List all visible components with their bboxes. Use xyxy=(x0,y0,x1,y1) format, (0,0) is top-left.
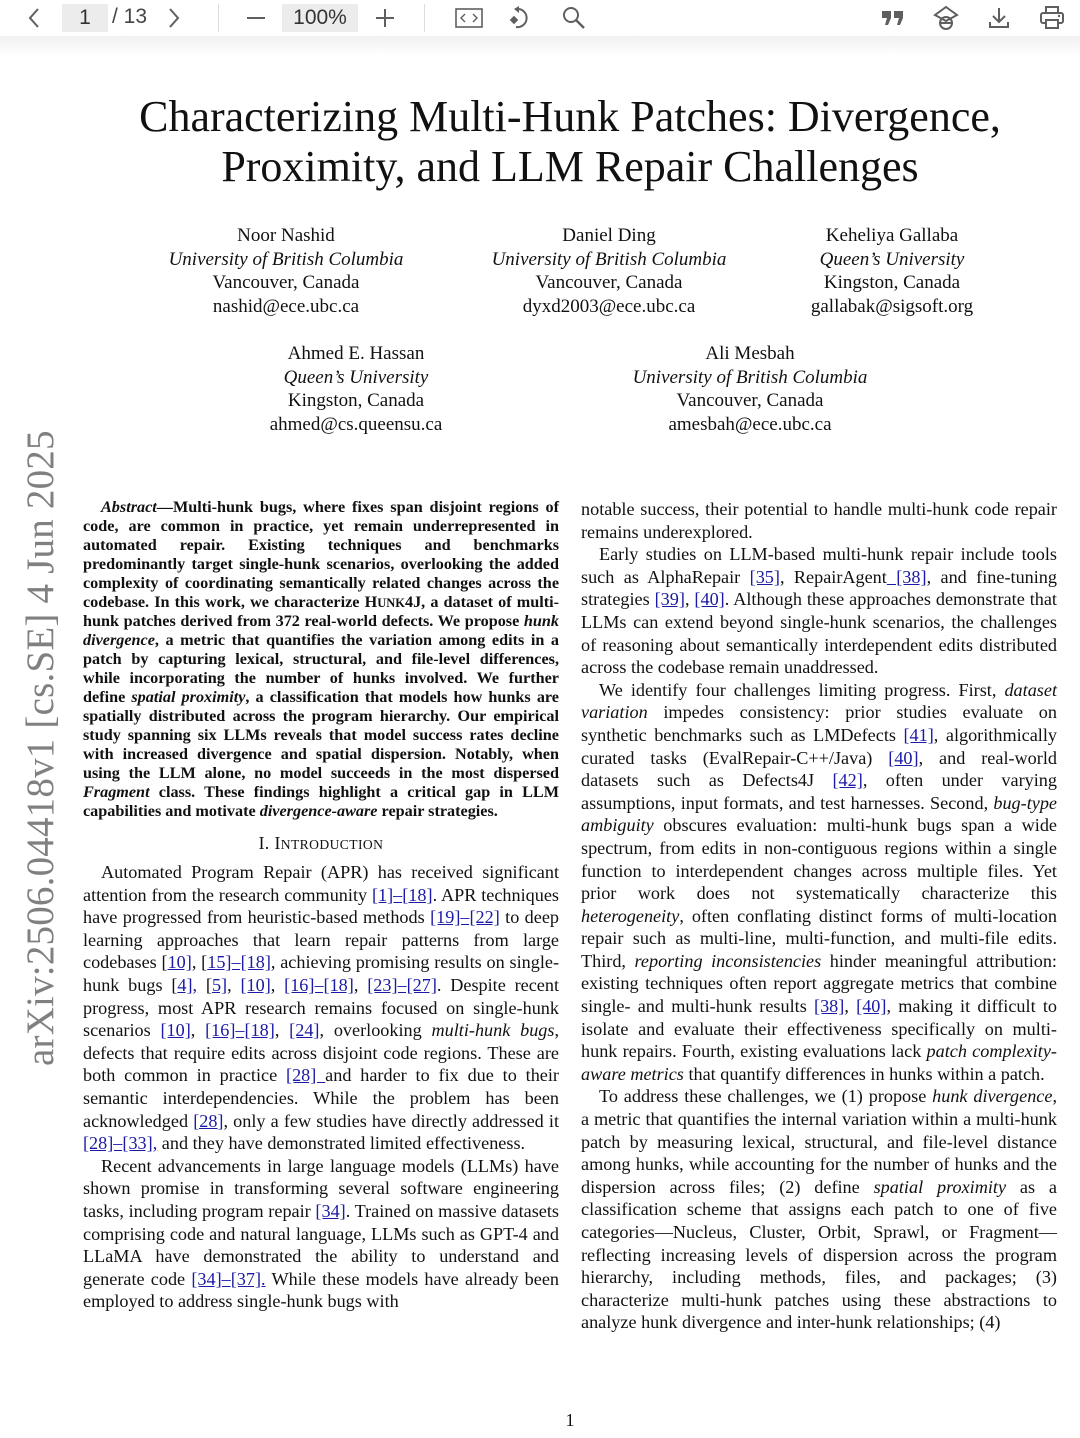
text: hinder meaningful attribution: existing techniques often report aggregate metrics that combine single- and multi-hunk results xyxy=(581,950,1057,1017)
emphasis: multi-hunk bugs xyxy=(431,1020,555,1041)
text: , making it difficult to isolate and evaluate their effectiveness specifically on multi-hunk repairs. Fourth, existing evaluations lack xyxy=(581,996,1058,1062)
zoom-in-icon xyxy=(374,7,396,29)
author-block xyxy=(236,342,476,436)
zoom-out-icon xyxy=(245,7,267,29)
text: to deep learning approaches that learn repair patterns from large codebases [ xyxy=(83,907,560,973)
toolbar-shadow xyxy=(0,36,1080,56)
toolbar-divider xyxy=(218,4,219,32)
abstract-emphasis: spatial proximity xyxy=(131,688,246,707)
author-email: gallabak@sigsoft.org xyxy=(810,295,974,317)
citation-link[interactable]: [34]–[37]. xyxy=(191,1268,266,1289)
text: , often under varying assumptions, input formats, and test harnesses. Second, xyxy=(581,770,1057,813)
author-block xyxy=(469,224,749,318)
toolbar-divider xyxy=(424,4,425,32)
dataset-name-smallcaps: UNK xyxy=(377,595,405,610)
cite-button[interactable] xyxy=(880,7,906,29)
text: , and real-world datasets such as Defects4J xyxy=(581,747,1057,791)
emphasis: spatial proximity xyxy=(873,1176,1007,1197)
download-icon xyxy=(987,6,1011,30)
citation-link[interactable]: [39] xyxy=(654,589,685,610)
text: We identify four challenges limiting progress. First, xyxy=(599,679,1005,700)
citation-link[interactable]: [38] xyxy=(886,566,927,587)
text: , RepairAgent xyxy=(779,566,887,587)
author-location: Vancouver, Canada xyxy=(676,390,824,411)
emphasis: dataset variation xyxy=(581,679,1057,723)
previous-page-button[interactable] xyxy=(22,6,46,30)
citation-link[interactable]: 4], xyxy=(177,974,198,995)
citation-link[interactable]: [23]–[27] xyxy=(367,974,437,995)
zoom-level-input[interactable]: 100% xyxy=(282,4,358,32)
citation-link[interactable]: [1]–[18] xyxy=(371,884,433,905)
paragraph xyxy=(581,543,1057,679)
emphasis: reporting inconsistencies xyxy=(634,950,822,971)
text: , only a few studies have directly addressed it xyxy=(223,1110,560,1131)
citation-link[interactable]: [10] xyxy=(160,1020,191,1041)
author-email: dyxd2003@ece.ubc.ca xyxy=(522,295,696,317)
emphasis: hunk divergence xyxy=(932,1086,1053,1107)
abstract-emphasis: Fragment xyxy=(83,782,150,801)
citation-link[interactable]: [28] xyxy=(193,1110,224,1131)
abstract-text: , a dataset of multi-hunk patches derived from 372 real-world defects. We propose xyxy=(83,592,559,631)
emphasis: heterogeneity xyxy=(581,905,680,926)
text: , achieving promising results on single-hunk bugs [ xyxy=(83,952,559,995)
text: [ xyxy=(197,974,212,995)
citation-link[interactable]: [41] xyxy=(903,724,934,745)
abstract-label: Abstract xyxy=(101,498,157,516)
author-location: Kingston, Canada xyxy=(823,272,961,293)
citation-link[interactable]: [34] xyxy=(315,1200,346,1221)
text: . Although these approaches demonstrate that LLMs can extend beyond single-hunk scenarios, the challenges of reasoning about semantically interdependent edits distributed across the codebase remain unaddressed. xyxy=(581,589,1057,678)
author-email: amesbah@ece.ubc.ca xyxy=(668,413,832,435)
text: obscures evaluation: multi-hunk bugs span a wide spectrum, from edits in non-contiguous regions within a single function to interdependent changes across multiple files. Yet prior work does not systematically characterize this xyxy=(581,815,1057,904)
author-location: Vancouver, Canada xyxy=(212,272,360,293)
text: , overlooking xyxy=(319,1020,432,1041)
scholar-button[interactable] xyxy=(932,4,960,32)
paper-title xyxy=(60,92,1080,192)
abstract-text: , a metric that quantifies the variation among edits in a patch by capturing lexical, structural, and file-level differences, while incorporating the number of hunks involved. We further define xyxy=(83,631,559,707)
text: , often conflating distinct forms of multi-location repair such as multi-line, multi-function, and multi-file edits. Third, xyxy=(581,905,1057,971)
paragraph xyxy=(581,679,1057,1086)
author-name: Ali Mesbah xyxy=(705,343,795,364)
page-number: 1 xyxy=(565,1410,575,1430)
author-name: Noor Nashid xyxy=(237,225,335,246)
text: , xyxy=(353,974,368,995)
rotate-button[interactable] xyxy=(507,4,535,32)
citation-link[interactable]: [24] xyxy=(289,1020,320,1041)
citation-link[interactable]: [40] xyxy=(856,996,887,1017)
text: , defects that require edits across disjoint code regions. These are both common in practice xyxy=(83,1020,560,1086)
paragraph: notable success, their potential to handle multi-hunk code repair remains underexplored. xyxy=(581,499,1057,542)
citation-link[interactable]: [42] xyxy=(832,770,863,791)
citation-link[interactable]: [16]–[18] xyxy=(284,974,354,995)
page-number-input[interactable]: 1 xyxy=(62,4,108,32)
dataset-name xyxy=(365,593,422,611)
author-location: Kingston, Canada xyxy=(287,390,425,411)
author-location: Vancouver, Canada xyxy=(535,272,683,293)
text: While these models have already been employed to address single-hunk bugs with xyxy=(83,1268,559,1312)
citation-link[interactable]: [28]–[33], xyxy=(83,1133,158,1154)
citation-link[interactable]: 5] xyxy=(211,974,228,995)
text: . APR techniques have progressed from heuristic-based methods xyxy=(83,884,559,928)
citation-link[interactable]: [40] xyxy=(694,589,725,610)
citation-link[interactable]: [19]–[22] xyxy=(430,907,500,928)
author-name: Keheliya Gallaba xyxy=(825,225,959,246)
left-column xyxy=(83,498,559,1313)
abstract-text: —Multi-hunk bugs, where fixes span disjoint regions of code, are common in practice, yet remain underrepresented in automated repair. Existing techniques and benchmarks predominantly target single-hunk scenarios, overlooking the added complexity of coordinating semantically related changes across the codebase. In this work, we characterize xyxy=(83,498,559,611)
author-email: nashid@ece.ubc.ca xyxy=(212,295,360,317)
title-line: Proximity, and LLM Repair Challenges xyxy=(221,142,919,191)
arxiv-identifier: arXiv:2506.04418v1 [cs.SE] 4 Jun 2025 xyxy=(19,430,62,1066)
text: . Despite recent progress, most APR research remains focused on single-hunk scenarios xyxy=(83,974,560,1041)
fit-page-icon xyxy=(455,8,483,28)
author-name: Ahmed E. Hassan xyxy=(287,343,425,364)
text: , algorithmically curated tasks (EvalRepair-C++/Java) xyxy=(581,724,1057,768)
citation-link[interactable]: 10] xyxy=(167,952,192,973)
zoom-out-button[interactable] xyxy=(244,6,268,30)
author-name: Daniel Ding xyxy=(562,225,656,246)
cite-icon xyxy=(881,9,905,27)
abstract-emphasis: divergence-aware xyxy=(259,801,378,820)
section-heading-introduction xyxy=(83,832,559,857)
chevron-left-icon xyxy=(27,7,41,29)
emphasis: patch complexity-aware metrics xyxy=(581,1041,1057,1084)
citation-link[interactable]: [35] xyxy=(749,566,780,587)
download-button[interactable] xyxy=(986,5,1012,31)
next-page-button[interactable] xyxy=(162,6,186,30)
paragraph xyxy=(83,861,559,1155)
abstract-text: repair strategies. xyxy=(377,801,498,820)
text: , a metric that quantifies the internal variation within a multi-hunk patch by measuring lexical, structural, and file-level distance among hunks, while accounting for the number of hunks and the dispersion across files; (2) define xyxy=(581,1086,1057,1197)
text: . Trained on massive datasets comprising code and natural language, LLMs such as GPT-4 and LLaMA have demonstrated the ability to understand and generate code xyxy=(83,1200,559,1289)
text: Recent advancements in large language models (LLMs) have shown promise in transforming several software engineering tasks, including program repair xyxy=(83,1155,559,1221)
text: and harder to fix due to their semantic interdependencies. While the problem has been acknowledged xyxy=(83,1065,559,1131)
pdf-viewer-toolbar xyxy=(0,0,1080,36)
citation-link[interactable]: [16]–[18] xyxy=(205,1020,275,1041)
text: as a classification scheme that assigns each patch to one of five categories—Nucleus, Cluster, Orbit, Sprawl, or Fragment—reflecting increasing levels of dispersion across the program hierarchy, including methods, files, and packages; (3) characterize multi-hunk patches using these abstractions to analyze hunk divergence and inter-hunk relationships; (4) xyxy=(581,1176,1058,1333)
scholar-icon xyxy=(933,5,959,31)
print-icon xyxy=(1039,6,1065,30)
author-block xyxy=(782,224,1002,318)
text: , [ xyxy=(191,952,208,973)
abstract-text: class. These findings highlight a critical gap in LLM capabilities and motivate xyxy=(83,782,559,820)
text: , xyxy=(274,1020,290,1041)
paragraph xyxy=(83,1155,559,1313)
text: Early studies on LLM-based multi-hunk repair include tools such as AlphaRepair xyxy=(581,544,1057,587)
text: , xyxy=(270,974,285,995)
author-email: ahmed@cs.queensu.ca xyxy=(269,413,443,435)
chevron-right-icon xyxy=(167,7,181,29)
citation-link[interactable]: [38] xyxy=(814,996,845,1017)
abstract-emphasis: hunk divergence xyxy=(83,612,559,650)
zoom-in-button[interactable] xyxy=(373,6,397,30)
author-block xyxy=(610,342,890,436)
section-number: I. I xyxy=(258,833,281,854)
search-button[interactable] xyxy=(561,5,587,31)
dataset-name-suffix: 4J xyxy=(404,592,422,611)
print-button[interactable] xyxy=(1038,5,1066,31)
text: , and fine-tuning strategies xyxy=(581,566,1057,610)
section-title: NTRODUCTION xyxy=(280,837,384,853)
text: , xyxy=(190,1020,206,1041)
right-column xyxy=(581,498,1057,1334)
citation-link[interactable]: [40] xyxy=(888,747,919,768)
author-affiliation: University of British Columbia xyxy=(168,248,404,270)
rotate-icon xyxy=(508,5,534,31)
text: impedes consistency: prior studies evaluate on synthetic benchmarks such as LMDefects xyxy=(581,702,1057,745)
citation-link[interactable]: [10] xyxy=(240,974,271,995)
text: and they have demonstrated limited effectiveness. xyxy=(157,1133,526,1154)
citation-link[interactable]: [28] xyxy=(286,1065,326,1086)
dataset-name-initial: H xyxy=(364,592,378,611)
title-line: Characterizing Multi-Hunk Patches: Divergence, xyxy=(139,92,1001,141)
author-block xyxy=(146,224,426,318)
emphasis: bug-type ambiguity xyxy=(581,792,1057,836)
paragraph xyxy=(581,1085,1057,1334)
author-affiliation: University of British Columbia xyxy=(632,366,868,388)
text: that quantify differences in hunks within a patch. xyxy=(683,1063,1045,1084)
text: , xyxy=(684,589,695,610)
text: , xyxy=(844,996,857,1017)
text: , xyxy=(227,974,241,995)
author-affiliation: Queen’s University xyxy=(283,366,429,388)
author-affiliation: Queen’s University xyxy=(819,248,965,270)
abstract-text: , a classification that models how hunks are spatially distributed across the program hierarchy. Our empirical study spanning six LLMs reveals that model success rates decline with increased divergence and spatial dispersion. Notably, when using the LLM alone, no model succeeds in the most dispersed xyxy=(83,688,559,782)
citation-link[interactable]: 15]–[18] xyxy=(207,952,271,973)
page-count: / 13 xyxy=(112,5,148,28)
abstract xyxy=(83,498,559,820)
text: To address these challenges, we (1) propose xyxy=(599,1086,933,1107)
search-icon xyxy=(562,6,586,30)
text: Automated Program Repair (APR) has received significant attention from the research community xyxy=(83,862,559,905)
fit-page-button[interactable] xyxy=(454,6,484,30)
author-affiliation: University of British Columbia xyxy=(491,248,727,270)
